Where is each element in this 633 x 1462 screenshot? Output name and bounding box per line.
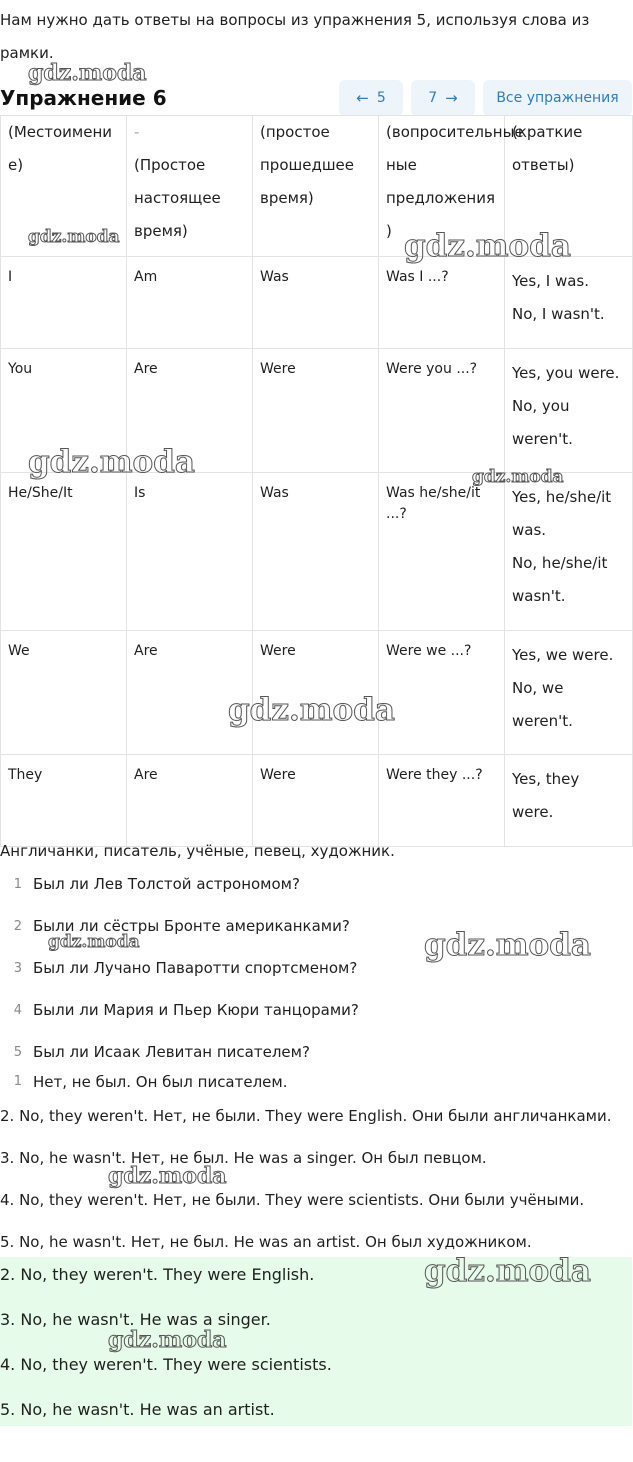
watermark-logo: gdz.moda [28, 60, 147, 86]
table-row [1, 473, 633, 631]
answer-line: weren't. [512, 430, 573, 448]
past-cell: Were [253, 631, 379, 755]
english-answer-text: 3. No, he wasn't. He was a singer. [0, 1310, 271, 1329]
present-cell: Are [127, 755, 253, 847]
watermark-logo: gdz.moda [424, 927, 591, 963]
list-item [0, 999, 632, 1041]
question-cell: Was he/she/it ...? [379, 473, 505, 631]
answer-text: Нет, не был. Он был писателем. [33, 1073, 288, 1091]
present-cell: Is [127, 473, 253, 631]
header-cell [127, 116, 253, 257]
answer-line: Yes, they [512, 770, 580, 788]
next-exercise-label: 7 [428, 90, 438, 106]
watermark-logo: gdz.moda [228, 692, 395, 728]
watermark-logo: gdz.moda [424, 1253, 591, 1289]
header-line: - [134, 123, 140, 141]
answer-line: was. [512, 521, 547, 539]
prev-exercise-button[interactable] [339, 80, 403, 116]
answers-cell [505, 257, 633, 349]
answers-cell [505, 473, 633, 631]
watermark-logo: gdz.moda [28, 444, 195, 480]
header-line: время) [260, 189, 314, 207]
header-line: ответы) [512, 156, 575, 174]
watermark-logo: gdz.moda [48, 932, 140, 952]
question-text: Был ли Исаак Левитан писателем? [33, 1043, 310, 1061]
question-text: Были ли сёстры Бронте американками? [33, 917, 350, 935]
answer-line: were. [512, 803, 554, 821]
pronoun-cell: He/She/It [1, 473, 127, 631]
question-cell: Were you ...? [379, 349, 505, 473]
list-item [0, 873, 632, 915]
answer-text: 4. No, they weren't. Нет, не были. They were scientists. Они были учёными. [0, 1191, 585, 1209]
past-cell: Were [253, 349, 379, 473]
watermark-logo: gdz.moda [108, 1163, 227, 1189]
answers-cell [505, 755, 633, 847]
question-text: Были ли Мария и Пьер Кюри танцорами? [33, 1001, 359, 1019]
watermark-logo: gdz.moda [404, 228, 571, 264]
list-number: 5 [13, 1045, 22, 1060]
pronoun-cell: I [1, 257, 127, 349]
header-line: прошедшее [260, 156, 355, 174]
question-cell: Was I ...? [379, 257, 505, 349]
answer-line: No, I wasn't. [512, 305, 605, 323]
present-cell: Am [127, 257, 253, 349]
header-line: предложения [386, 189, 496, 207]
header-line: (краткие [512, 123, 583, 141]
watermark-logo: gdz.moda [108, 1327, 227, 1353]
answers-cell [505, 349, 633, 473]
answer-line: Yes, he/she/it [512, 488, 612, 506]
pronoun-cell: We [1, 631, 127, 755]
question-text: Был ли Лучано Паваротти спортсменом? [33, 959, 358, 977]
header-line: (вопросительные [386, 123, 524, 141]
list-number: 4 [13, 1003, 22, 1018]
answer-line: wasn't. [512, 587, 566, 605]
header-line: (Простое [134, 156, 206, 174]
past-cell: Was [253, 473, 379, 631]
answer-text: 2. No, they weren't. Нет, не были. They were English. Они были англичанками. [0, 1107, 612, 1125]
present-cell: Are [127, 349, 253, 473]
next-exercise-button[interactable] [411, 80, 475, 116]
list-number: 3 [13, 961, 22, 976]
answers-cell [505, 631, 633, 755]
answer-line: No, you [512, 397, 570, 415]
intro-text: Нам нужно дать ответы на вопросы из упражнения 5, используя слова из рамки. [0, 11, 590, 62]
header-line: время) [134, 222, 188, 240]
past-cell: Were [253, 755, 379, 847]
header-line: настоящее [134, 189, 221, 207]
table-row [1, 257, 633, 349]
english-answer-text: 4. No, they weren't. They were scientists. [0, 1355, 332, 1374]
past-cell: Was [253, 257, 379, 349]
present-cell: Are [127, 631, 253, 755]
watermark-logo: gdz.moda [472, 467, 564, 487]
question-text: Был ли Лев Толстой астрономом? [33, 875, 300, 893]
answer-line: Yes, I was. [512, 272, 589, 290]
list-number: 1 [13, 1074, 22, 1089]
arrow-right-icon: → [445, 89, 458, 107]
list-number: 1 [13, 877, 22, 892]
pronoun-cell: They [1, 755, 127, 847]
header-line: (простое [260, 123, 330, 141]
table-row [1, 755, 633, 847]
page-title: Упражнение 6 [0, 86, 167, 110]
word-box-text: Англичанки, писатель, учёные, певец, художник. [0, 842, 395, 860]
answer-line: Yes, you were. [512, 364, 620, 382]
answer-text: 5. No, he wasn't. Нет, не был. He was an artist. Он был художником. [0, 1233, 532, 1251]
answer-line: weren't. [512, 712, 573, 730]
header-line: ) [386, 222, 392, 240]
list-item [0, 957, 632, 999]
answer-line: Yes, we were. [512, 646, 614, 664]
watermark-logo: gdz.moda [28, 227, 120, 247]
all-exercises-button[interactable]: Все упражнения [483, 80, 632, 116]
answer-line: No, he/she/it [512, 554, 608, 572]
question-list [0, 873, 632, 1083]
pronoun-cell: You [1, 349, 127, 473]
answer-line: No, we [512, 679, 564, 697]
header-line: ные [386, 156, 417, 174]
english-answer-text: 5. No, he wasn't. He was an artist. [0, 1400, 275, 1419]
answers-block [0, 1105, 632, 1273]
answer-item [0, 1073, 288, 1091]
list-number: 2 [13, 919, 22, 934]
header-line: (Местоимени [8, 123, 113, 141]
question-cell: Were we ...? [379, 631, 505, 755]
header-line: е) [8, 156, 24, 174]
header-cell [253, 116, 379, 257]
question-cell: Were they ...? [379, 755, 505, 847]
english-answer-text: 2. No, they weren't. They were English. [0, 1265, 315, 1284]
answer-text: 3. No, he wasn't. Нет, не был. He was a singer. Он был певцом. [0, 1149, 487, 1167]
arrow-left-icon: ← [356, 89, 369, 107]
prev-exercise-label: 5 [376, 90, 386, 106]
